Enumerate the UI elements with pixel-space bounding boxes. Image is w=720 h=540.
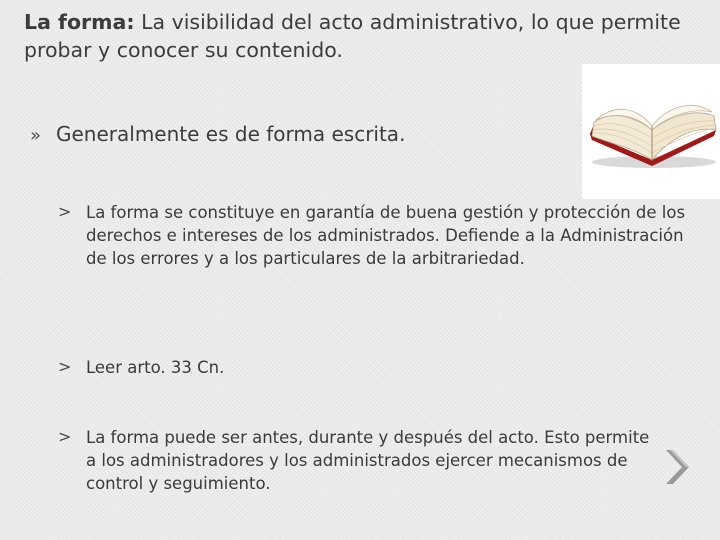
main-bullet-marker: » xyxy=(30,125,42,146)
sub-bullet-text: Leer arto. 33 Cn. xyxy=(86,358,225,377)
main-bullet xyxy=(30,120,405,150)
slide-title xyxy=(24,8,684,64)
next-slide-button[interactable] xyxy=(662,447,690,487)
sub-bullet-marker: > xyxy=(58,357,72,376)
sub-bullet xyxy=(58,201,698,270)
open-book-icon xyxy=(582,64,720,199)
sub-bullet-text: La forma se constituye en garantía de buena gestión y protección de los derechos e intereses de los administrados. Defiende a la Administración de los errores y a los particulares de la arbitrariedad. xyxy=(86,203,686,268)
sub-bullet xyxy=(58,426,658,495)
slide-title-bold: La forma: xyxy=(24,10,135,34)
sub-bullet xyxy=(58,356,698,379)
chevron-right-icon xyxy=(662,447,690,487)
sub-bullet-marker: > xyxy=(58,427,72,446)
slide-title-rest: La visibilidad del acto administrativo, lo que permite probar y conocer su contenido. xyxy=(24,10,681,62)
sub-bullet-marker: > xyxy=(58,202,72,221)
book-image xyxy=(582,64,720,199)
main-bullet-text: Generalmente es de forma escrita. xyxy=(56,122,406,146)
sub-bullet-text: La forma puede ser antes, durante y después del acto. Esto permite a los administradores y los administrados ejercer mecanismos de control y seguimiento. xyxy=(86,428,650,493)
